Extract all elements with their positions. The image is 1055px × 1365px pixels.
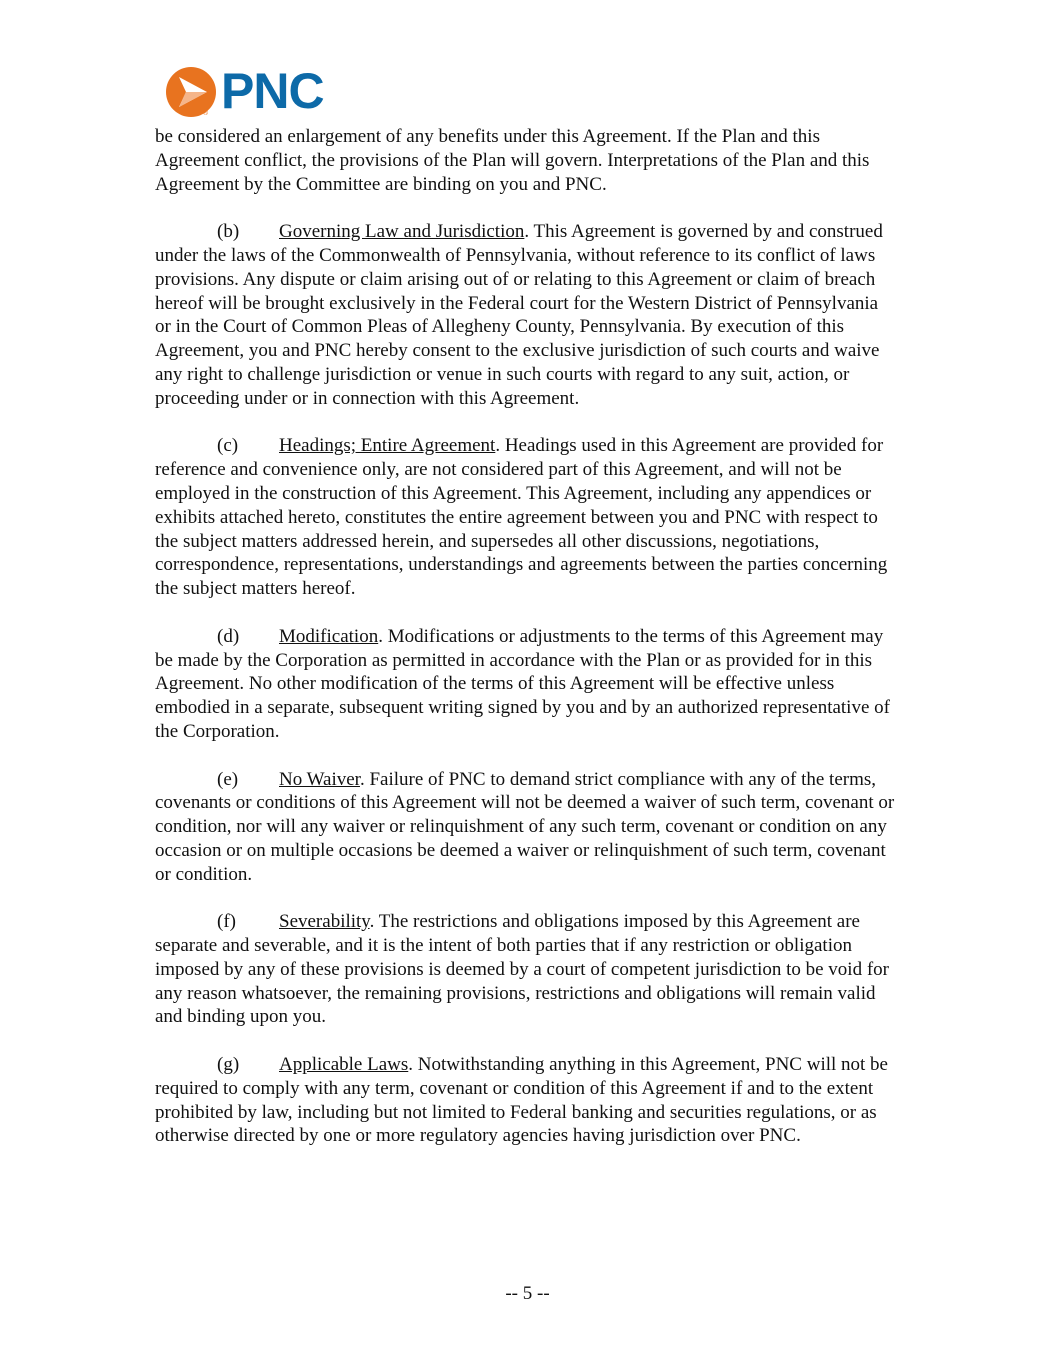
section-marker: (b) bbox=[217, 221, 240, 243]
section-text: . Headings used in this Agreement are provided for reference and convenience only, are not considered part of this Agreement, and will not be employed in the construction of this Agreement. This Agreement, including any appendices or exhibits attached hereto, constitutes the entire agreement between you and PNC with respect to the subject matters addressed herein, and supersedes all other discussions, negotiations, correspondence, representations, understandings and agreements between the parties concerning the subject matters hereof. bbox=[155, 435, 888, 600]
section-marker: (f) bbox=[217, 911, 236, 933]
pnc-logo bbox=[165, 63, 340, 119]
section-text: . Modifications or adjustments to the terms of this Agreement may be made by the Corporation as permitted in accordance with the Plan or as provided for in this Agreement. No other modification of the terms of this Agreement will be effective unless embodied in a separate, subsequent writing signed by you and by an authorized representative of the Corporation. bbox=[155, 625, 890, 742]
section-marker: (c) bbox=[217, 435, 239, 457]
section-marker: (g) bbox=[217, 1054, 240, 1076]
section-heading: Severability bbox=[279, 911, 370, 933]
section-e bbox=[155, 768, 897, 887]
section-text: . The restrictions and obligations imposed by this Agreement are separate and severable, and it is the intent of both parties that if any restriction or obligation imposed by any of these provisions is deemed by a court of competent jurisdiction to be void for any reason whatsoever, the remaining provisions, restrictions and obligations will remain valid and binding upon you. bbox=[155, 911, 889, 1028]
page-number: -- 5 -- bbox=[505, 1283, 550, 1304]
section-text: . This Agreement is governed by and construed under the laws of the Commonwealth of Pennsylvania, without reference to its conflict of laws provisions. Any dispute or claim arising out of or relating to this Agreement or claim of breach hereof will be brought exclusively in the Federal court for the Western District of Pennsylvania or in the Court of Common Pleas of Allegheny County, Pennsylvania. By execution of this Agreement, you and PNC hereby consent to the exclusive jurisdiction of such courts and waive any right to challenge jurisdiction or venue in such courts with regard to any suit, action, or proceeding under or in connection with this Agreement. bbox=[155, 221, 883, 409]
section-c bbox=[155, 434, 897, 601]
registered-mark: ® bbox=[203, 110, 209, 117]
section-text: . Notwithstanding anything in this Agreement, PNC will not be required to comply with any term, covenant or condition of this Agreement if and to the extent prohibited by law, including but not limited to Federal banking and securities regulations, or as otherwise directed by one or more regulatory agencies having jurisdiction over PNC. bbox=[155, 1054, 888, 1147]
section-d bbox=[155, 625, 897, 744]
section-text: . Failure of PNC to demand strict compliance with any of the terms, covenants or conditions of this Agreement will not be deemed a waiver of such term, covenant or condition, nor will any waiver or relinquishment of any such term, covenant or condition on any occasion or on multiple occasions be deemed a waiver or relinquishment of such term, covenant or condition. bbox=[155, 768, 895, 885]
section-heading: Governing Law and Jurisdiction bbox=[279, 221, 525, 243]
pnc-triangle-icon bbox=[165, 66, 217, 118]
section-g bbox=[155, 1053, 897, 1148]
section-heading: No Waiver bbox=[279, 768, 360, 790]
document-body bbox=[155, 125, 897, 1172]
section-heading: Applicable Laws bbox=[279, 1054, 409, 1076]
section-heading: Modification bbox=[279, 625, 379, 647]
section-b bbox=[155, 220, 897, 410]
intro-paragraph: be considered an enlargement of any benefits under this Agreement. If the Plan and this Agreement conflict, the provisions of the Plan will govern. Interpretations of the Plan and this Agreement by the Committee are binding on you and PNC. bbox=[155, 126, 870, 195]
section-f bbox=[155, 910, 897, 1029]
section-marker: (d) bbox=[217, 625, 240, 647]
section-marker: (e) bbox=[217, 768, 239, 790]
pnc-logo-text: PNC bbox=[221, 63, 324, 119]
section-heading: Headings; Entire Agreement bbox=[279, 435, 496, 457]
